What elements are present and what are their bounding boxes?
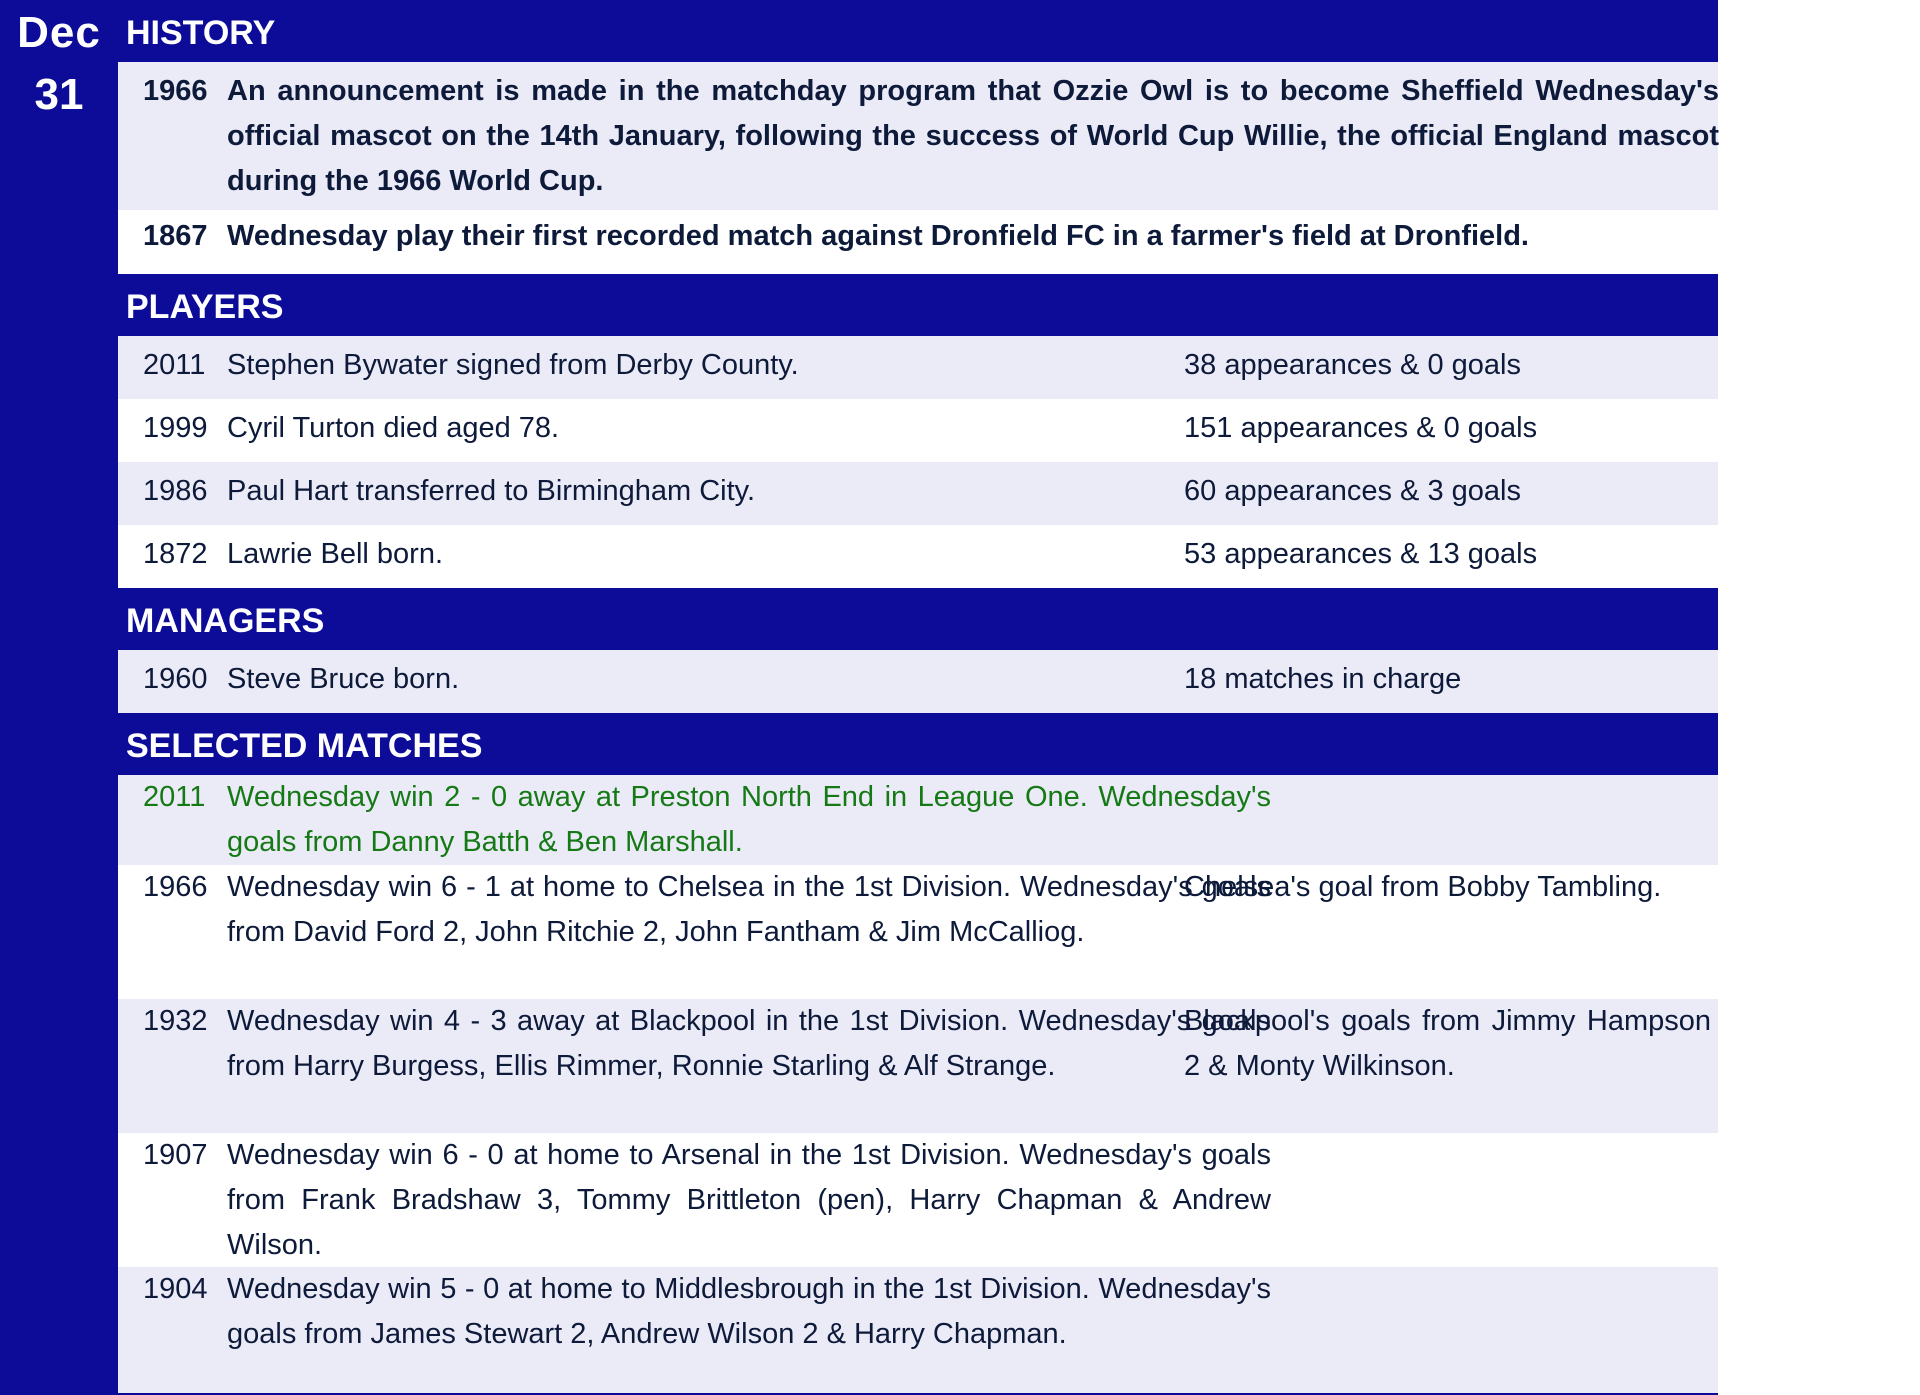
history-year: 1966 <box>143 75 208 107</box>
player-stats: 38 appearances & 0 goals <box>1184 349 1521 381</box>
manager-year: 1960 <box>143 663 208 695</box>
player-year: 1872 <box>143 538 208 570</box>
match-text: Wednesday win 6 - 0 at home to Arsenal in the 1st Division. Wednesday's goals from Frank Bradshaw 3, Tommy Brittleton (pen), Harry Chapman & Andrew Wilson. <box>227 1139 1271 1261</box>
player-row <box>118 462 1718 525</box>
match-year: 1907 <box>143 1139 208 1171</box>
player-row <box>118 525 1718 588</box>
match-text: Wednesday win 4 - 3 away at Blackpool in the 1st Division. Wednesday's goals from Harry Burgess, Ellis Rimmer, Ronnie Starling & Alf Strange. <box>227 1005 1271 1082</box>
player-stats: 151 appearances & 0 goals <box>1184 412 1538 444</box>
content <box>118 0 1718 1395</box>
match-row <box>118 1267 1718 1393</box>
match-year: 1966 <box>143 871 208 903</box>
player-year: 2011 <box>143 349 206 381</box>
match-opponent-goals: Blackpool's goals from Jimmy Hampson 2 & Monty Wilkinson. <box>1184 1005 1711 1082</box>
player-text: Paul Hart transferred to Birmingham City. <box>227 475 756 507</box>
match-year: 1904 <box>143 1273 208 1305</box>
player-text: Cyril Turton died aged 78. <box>227 412 560 444</box>
manager-stats: 18 matches in charge <box>1184 663 1462 695</box>
manager-text: Steve Bruce born. <box>227 663 460 695</box>
match-row <box>118 1133 1718 1267</box>
player-year: 1999 <box>143 412 208 444</box>
date-month: Dec <box>17 8 101 57</box>
match-row <box>118 865 1718 999</box>
match-text: Wednesday win 5 - 0 at home to Middlesbrough in the 1st Division. Wednesday's goals from James Stewart 2, Andrew Wilson 2 & Harry Chapman. <box>227 1273 1271 1350</box>
player-text: Lawrie Bell born. <box>227 538 443 570</box>
player-stats: 60 appearances & 3 goals <box>1184 475 1521 507</box>
history-item <box>118 210 1718 274</box>
section-header-players: PLAYERS <box>118 274 1718 336</box>
manager-row <box>118 650 1718 713</box>
player-stats: 53 appearances & 13 goals <box>1184 538 1538 570</box>
match-year: 2011 <box>143 781 206 813</box>
match-text: Wednesday win 6 - 1 at home to Chelsea in the 1st Division. Wednesday's goals from David Ford 2, John Ritchie 2, John Fantham & Jim McCalliog. <box>227 871 1271 948</box>
match-row <box>118 999 1718 1133</box>
section-header-matches: SELECTED MATCHES <box>118 713 1718 775</box>
player-text: Stephen Bywater signed from Derby County. <box>227 349 799 381</box>
player-row <box>118 336 1718 399</box>
date-sidebar <box>0 0 118 1395</box>
match-year: 1932 <box>143 1005 208 1037</box>
player-row <box>118 399 1718 462</box>
history-year: 1867 <box>143 220 208 252</box>
player-year: 1986 <box>143 475 208 507</box>
section-header-history: HISTORY <box>118 0 1718 62</box>
history-text: An announcement is made in the matchday program that Ozzie Owl is to become Sheffield Wednesday's official mascot on the 14th January, following the success of World Cup Willie, the official England mascot during the 1966 World Cup. <box>227 75 1719 197</box>
section-header-managers: MANAGERS <box>118 588 1718 650</box>
date-day: 31 <box>34 70 84 119</box>
match-row <box>118 775 1718 865</box>
match-text: Wednesday win 2 - 0 away at Preston North End in League One. Wednesday's goals from Danny Batth & Ben Marshall. <box>227 781 1271 858</box>
history-item <box>118 62 1718 210</box>
match-opponent-goals: Chelsea's goal from Bobby Tambling. <box>1184 871 1662 903</box>
history-text: Wednesday play their first recorded match against Dronfield FC in a farmer's field at Dronfield. <box>227 220 1529 252</box>
